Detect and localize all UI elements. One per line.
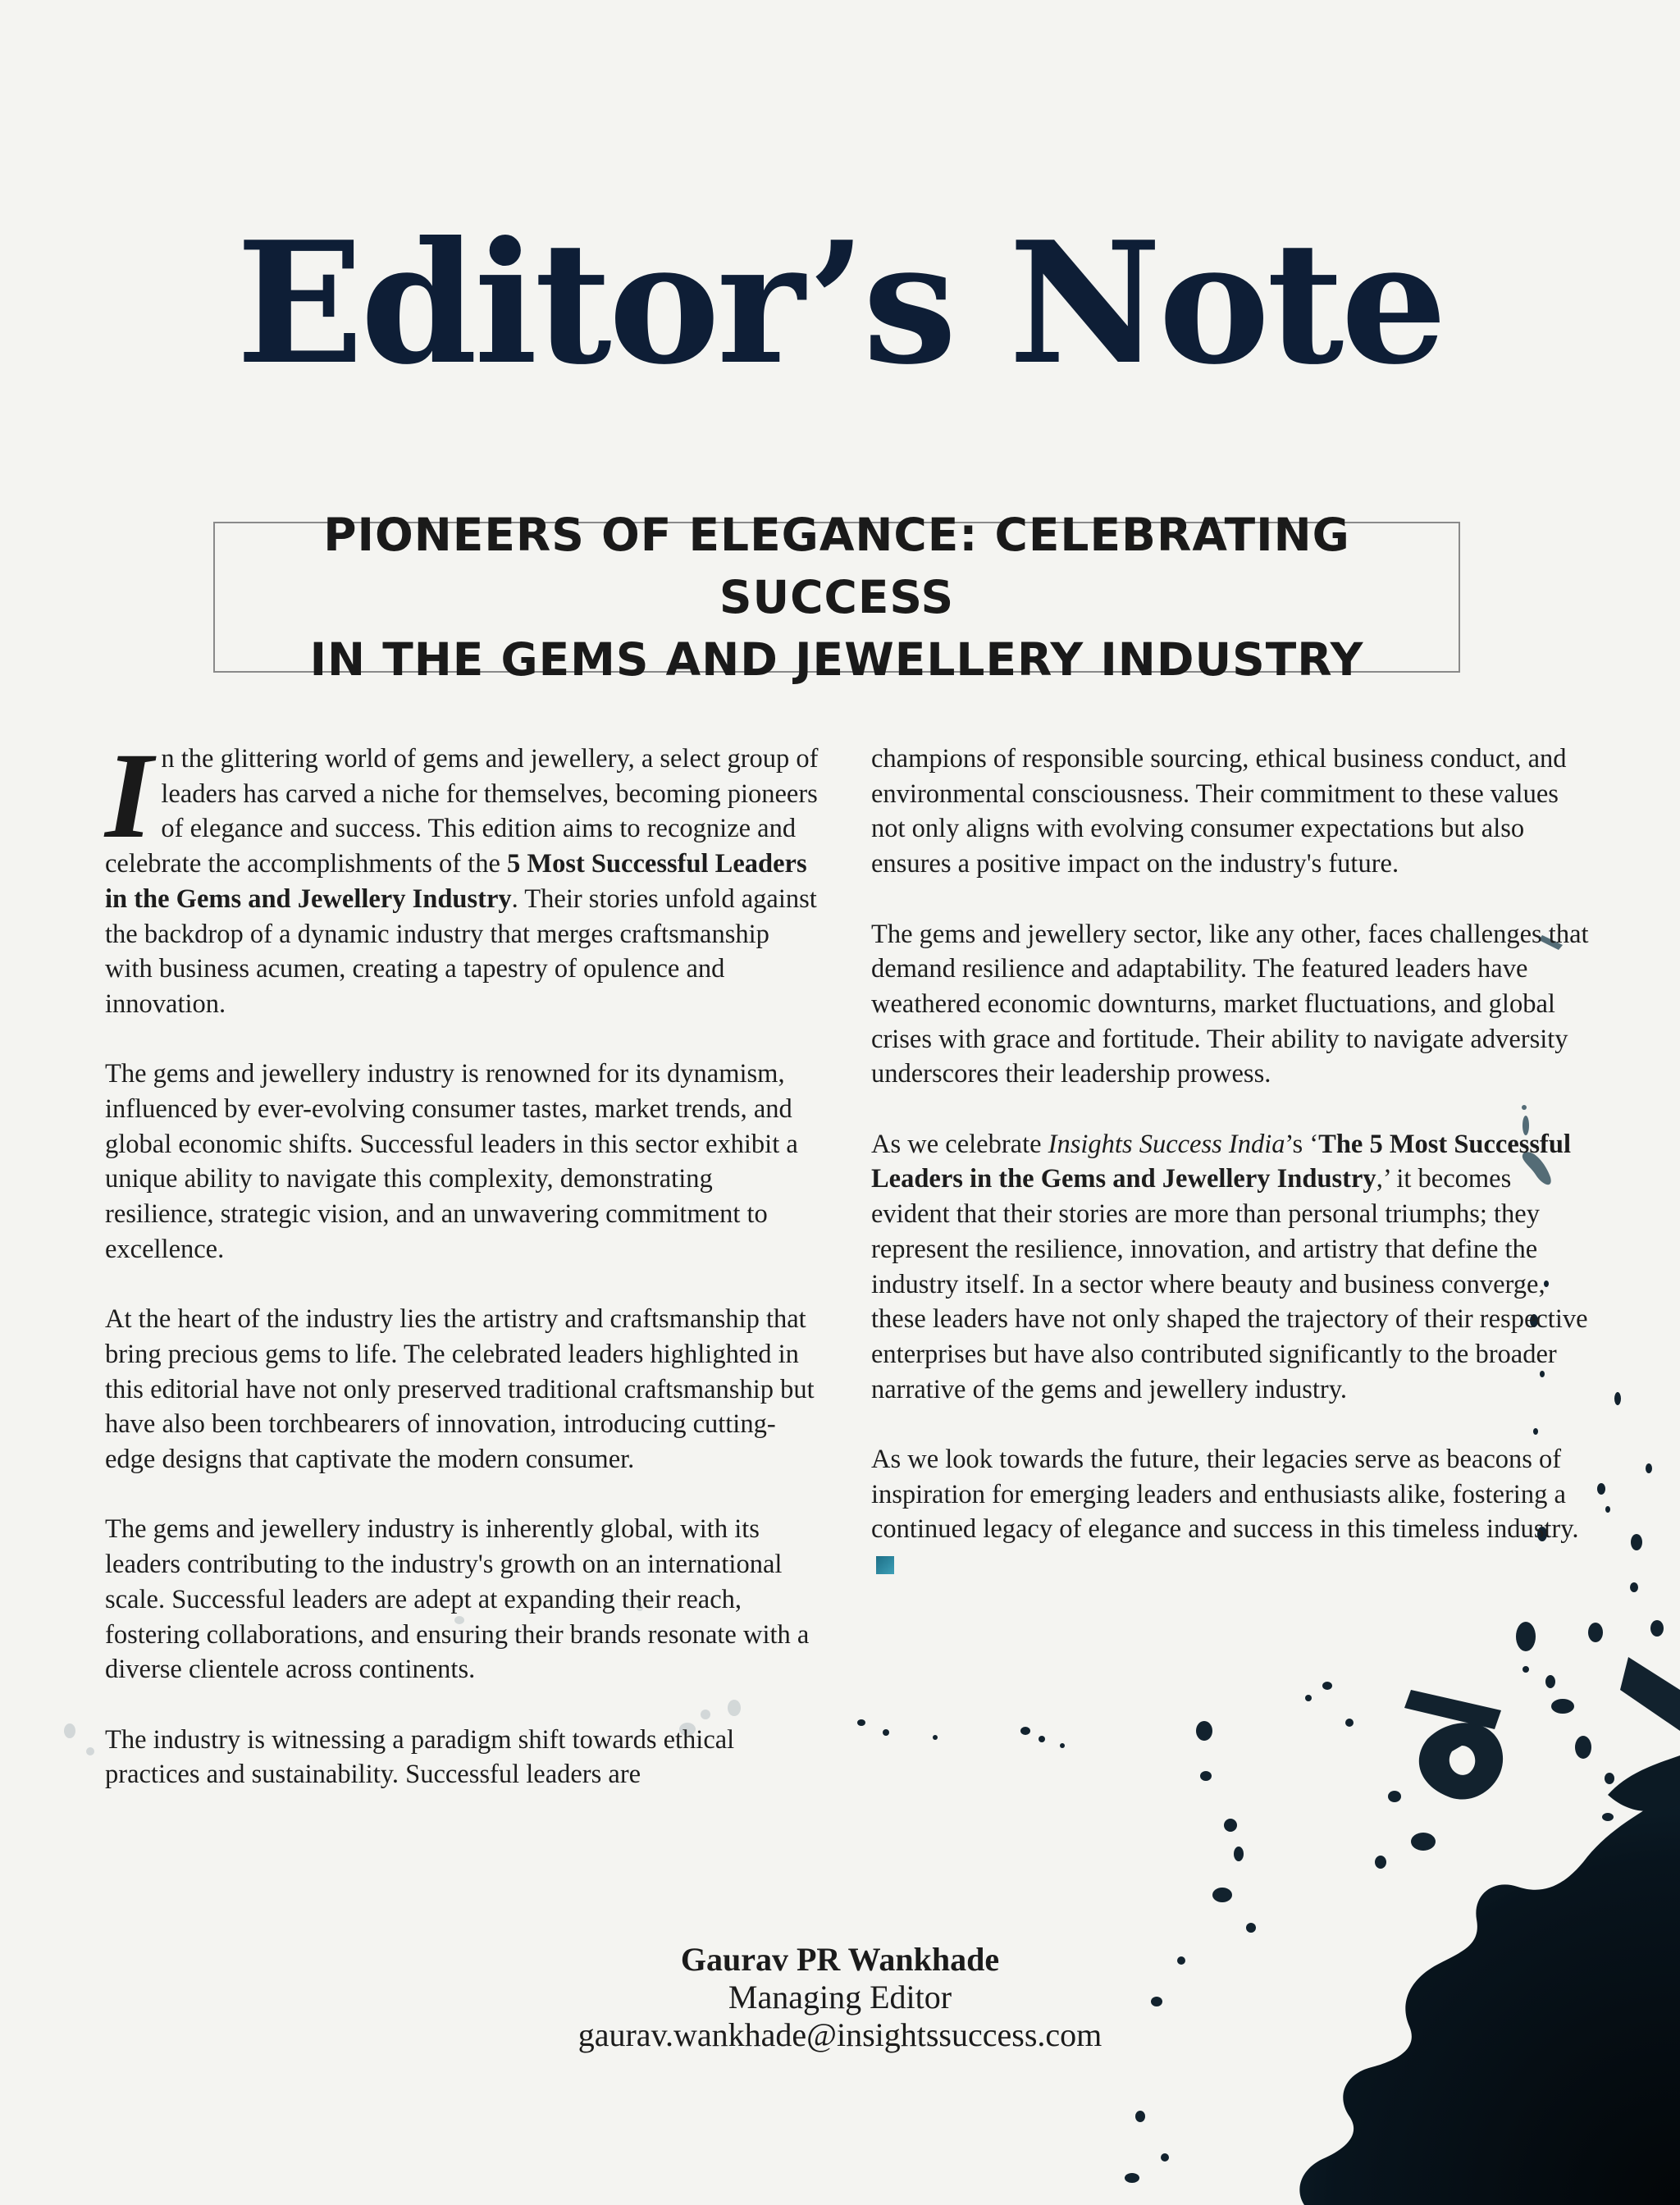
paragraph-text: ,’ it becomes evident that their stories are more than personal triumphs; they represent the resilience, innovation, and artistry that define the industry itself. In a sector where beauty and business converge, these leaders have not only shaped the trajectory of their respective enterprises but have also contributed significantly to the broader narrative of the gems and jewellery industry. <box>871 1164 1588 1404</box>
editor-name: Gaurav PR Wankhade <box>680 1941 1000 1978</box>
end-mark-icon <box>876 1556 894 1574</box>
headline-box <box>213 509 1460 686</box>
paragraph-text: ’s ‘ <box>1285 1129 1319 1159</box>
paragraph-bold-text: 5 Most Successful Leaders in the Gems and Jewellery Industry <box>105 849 807 914</box>
page-title: Editor’s Note <box>235 205 1445 402</box>
headline-line-1: PIONEERS OF ELEGANCE: CELEBRATING SUCCESS <box>323 509 1350 623</box>
left-column <box>105 728 819 1828</box>
paragraph-text: . Their stories unfold against the backdrop of a dynamic industry that merges craftsmanship with business acumen, creating a tapestry of opulence and innovation. <box>105 883 817 1019</box>
paragraph: At the heart of the industry lies the artistry and craftsmanship that bring precious gems to life. The celebrated leaders highlighted in this editorial have not only preserved traditional craftsmanship but have also been torchbearers of innovation, introducing cutting-edge designs that captivate the modern consumer. <box>105 1304 815 1475</box>
headline <box>215 504 1459 691</box>
paragraph: The gems and jewellery sector, like any other, faces challenges that demand resilience and adaptability. The featured leaders have weathered economic downturns, market fluctuations, and global crises with grace and fortitude. Their ability to navigate adversity underscores their leadership prowess. <box>871 919 1589 1089</box>
drop-cap: I <box>105 728 153 864</box>
paragraph-text: n the glittering world of gems and jewellery, a select group of leaders has carved a niche for themselves, becoming pioneers of elegance and success. This edition aims to recognize and celebrate the accomplishments of the <box>105 744 819 879</box>
paragraph: champions of responsible sourcing, ethical business conduct, and environmental consciousness. Their commitment to these values not only aligns with evolving consumer expectations but also ensures a positive impact on the industry's future. <box>871 744 1567 879</box>
paragraph: The industry is witnessing a paradigm shift towards ethical practices and sustainability. Successful leaders are <box>105 1724 735 1790</box>
headline-line-2: IN THE GEMS AND JEWELLERY INDUSTRY <box>309 633 1364 686</box>
editor-role: Managing Editor <box>728 1979 952 2016</box>
right-column <box>871 742 1593 1618</box>
paragraph-text: As we celebrate <box>871 1129 1048 1159</box>
paragraph-text: As we look towards the future, their legacies serve as beacons of inspiration for emerging leaders and enthusiasts alike, fostering a continued legacy of elegance and success in this timeless industry. <box>871 1445 1579 1545</box>
paragraph: The gems and jewellery industry is renowned for its dynamism, influenced by ever-evolving consumer tastes, market trends, and global economic shifts. Successful leaders in this sector exhibit a unique ability to navigate this complexity, demonstrating resilience, strategic vision, and an unwavering commitment to excellence. <box>105 1059 798 1264</box>
signature <box>0 1941 1680 2054</box>
paragraph <box>871 1442 1593 1582</box>
magazine-name: Insights Success India <box>1048 1129 1285 1159</box>
editor-email[interactable]: gaurav.wankhade@insightssuccess.com <box>578 2016 1102 2053</box>
paragraph: The gems and jewellery industry is inherently global, with its leaders contributing to the industry's growth on an international scale. Successful leaders are adept at expanding their reach, fostering collaborations, and ensuring their brands resonate with a diverse clientele across continents. <box>105 1514 810 1685</box>
paragraph-bold-text: The 5 Most Successful Leaders in the Gems and Jewellery Industry <box>871 1129 1571 1194</box>
paragraph <box>871 1127 1593 1408</box>
paragraph <box>105 728 819 1022</box>
